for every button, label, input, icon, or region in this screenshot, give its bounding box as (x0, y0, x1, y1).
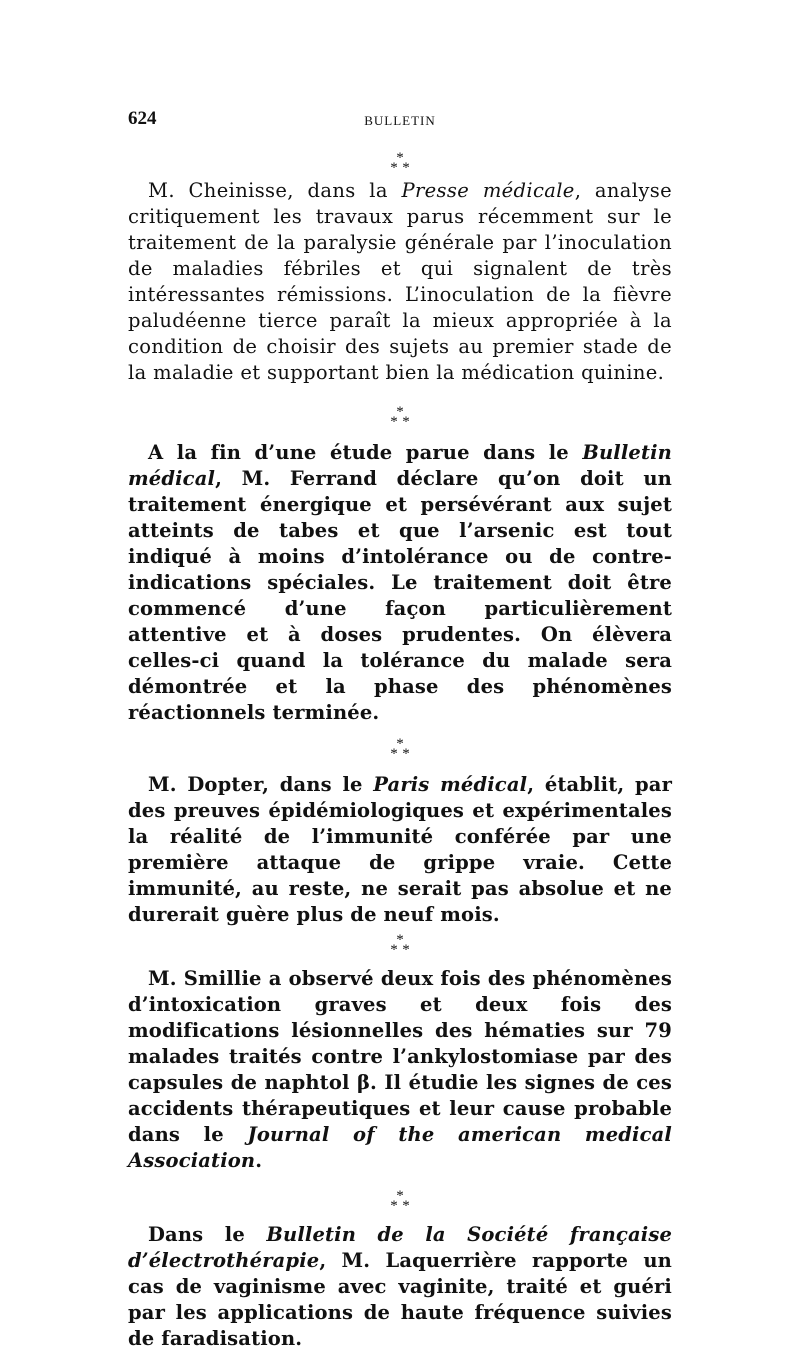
asterism-star-right: * (402, 746, 410, 760)
paragraph-text: Dans le (148, 1223, 267, 1246)
journal-title: Journal of the american medical Association (128, 1123, 672, 1172)
asterism-star-right: * (402, 160, 410, 174)
paragraph-dopter (128, 772, 672, 928)
page-number: 624 (128, 108, 157, 129)
paragraph-smillie (128, 966, 672, 1174)
asterism-star-left: * (390, 746, 398, 760)
paragraph-text: , M. Ferrand déclare qu’on doit un traitement énergique et persévérant aux sujet atteints de tabes et que l’arsenic est tout indiqué à moins d’intolérance ou de contre-indications spéciales. Le traitement doit être commencé d’une façon particulièrement attentive et à doses prudentes. On élèvera celles-ci quand la tolérance du malade sera démontrée et la phase des phénomènes réactionnels terminée. (128, 467, 672, 724)
paragraph-text: M. Dopter, dans le (148, 773, 374, 796)
asterism-separator (380, 932, 420, 956)
journal-title: Presse médicale (401, 179, 575, 202)
paragraph-text: A la fin d’une étude parue dans le (148, 441, 583, 464)
asterism-star-right: * (402, 414, 410, 428)
asterism-star-right: * (402, 1198, 410, 1212)
asterism-star-top: * (396, 150, 404, 166)
paragraph-text: M. Smillie a observé deux fois des phénomènes d’intoxication graves et deux fois des modifications lésionnelles des hématies sur 79 malades traités contre l’ankylostomiase par des capsules de naphtol β. Il étudie les signes de ces accidents thérapeutiques et leur cause probable dans le (128, 967, 672, 1146)
asterism-star-left: * (390, 160, 398, 174)
paragraph-ferrand (128, 440, 672, 726)
paragraph-text: M. Cheinisse, dans la (148, 179, 402, 202)
asterism-star-right: * (402, 942, 410, 956)
asterism-star-top: * (396, 932, 404, 948)
paragraph-text: , analyse critiquement les travaux parus récemment sur le traitement de la paralysie générale par l’inoculation de maladies fébriles et qui signalent de très intéressantes rémissions. L’inoculation de la fièvre paludéenne tierce paraît la mieux appropriée à la condition de choisir des sujets au premier stade de la maladie et supportant bien la médication quinine. (128, 179, 672, 384)
asterism-star-left: * (390, 942, 398, 956)
paragraph-text: . (255, 1149, 263, 1172)
asterism-star-left: * (390, 414, 398, 428)
asterism-separator (380, 736, 420, 760)
paragraph-text: , M. Laquerrière rapporte un cas de vaginisme avec vaginite, traité et guéri par les applications de haute fréquence suivies de faradisation. (128, 1249, 672, 1350)
asterism-separator (380, 1188, 420, 1212)
journal-title: Bulletin de la Société française d’électrothérapie (128, 1223, 672, 1272)
paragraph-text: , établit, par des preuves épidémiologiques et expérimentales la réalité de l’immunité conférée par une première attaque de grippe vraie. Cette immunité, au reste, ne serait pas absolue et ne durerait guère plus de neuf mois. (128, 773, 673, 926)
asterism-star-top: * (396, 404, 404, 420)
asterism-star-top: * (396, 736, 404, 752)
asterism-separator (380, 150, 420, 174)
paragraph-cheinisse (128, 178, 672, 386)
page-header (128, 108, 672, 138)
asterism-separator (380, 404, 420, 428)
running-head: BULLETIN (364, 113, 436, 128)
asterism-star-top: * (396, 1188, 404, 1204)
paragraph-laquerriere (128, 1222, 672, 1352)
asterism-star-left: * (390, 1198, 398, 1212)
page (128, 108, 672, 1352)
journal-title: Bulletin médical (128, 441, 672, 490)
journal-title: Paris médical (373, 773, 528, 796)
